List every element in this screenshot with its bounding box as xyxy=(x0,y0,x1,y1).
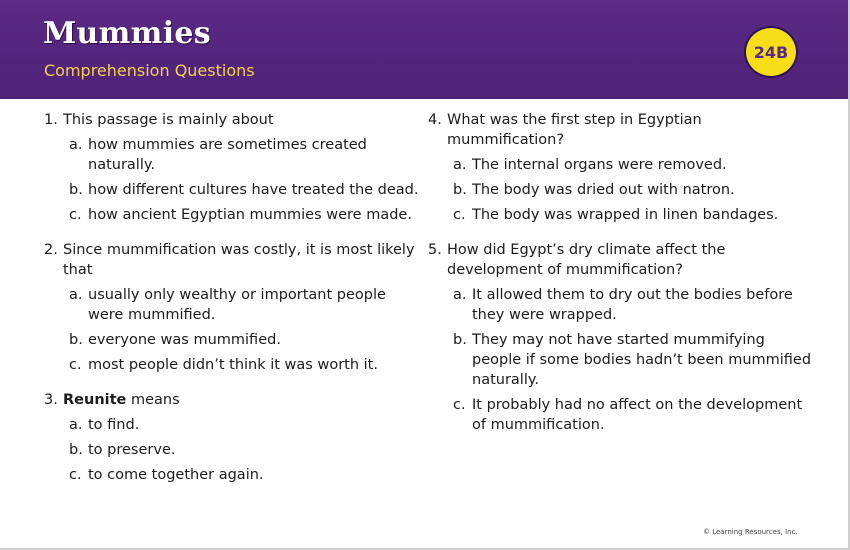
option-label: a. xyxy=(69,417,83,433)
question-text: Since mummification was costly, it is most likely that xyxy=(63,242,415,278)
right-column xyxy=(428,110,813,435)
option-label: b. xyxy=(69,442,83,458)
answer-option xyxy=(69,180,424,200)
option-label: c. xyxy=(453,397,466,413)
copyright-text: © Learning Resources, Inc. xyxy=(703,528,798,536)
question-5 xyxy=(428,240,813,435)
question-number: 2. xyxy=(44,242,58,258)
option-label: b. xyxy=(69,182,83,198)
left-column xyxy=(44,110,424,485)
vocabulary-word: Reunite xyxy=(63,392,127,408)
option-label: b. xyxy=(453,182,467,198)
option-label: c. xyxy=(69,207,82,223)
option-label: c. xyxy=(453,207,466,223)
option-text: The body was dried out with natron. xyxy=(472,182,735,198)
card-number-badge: 24B xyxy=(744,26,798,78)
option-text: how ancient Egyptian mummies were made. xyxy=(88,207,412,223)
answer-option xyxy=(69,440,424,460)
answer-option xyxy=(453,180,813,200)
answer-option xyxy=(453,395,813,435)
option-label: c. xyxy=(69,467,82,483)
question-4 xyxy=(428,110,813,225)
card-subtitle: Comprehension Questions xyxy=(44,61,255,80)
question-number: 4. xyxy=(428,112,442,128)
answer-option xyxy=(69,415,424,435)
option-label: b. xyxy=(69,332,83,348)
question-text: What was the first step in Egyptian mummification? xyxy=(447,112,702,148)
option-text: how mummies are sometimes created naturally. xyxy=(88,137,367,173)
option-text: how different cultures have treated the dead. xyxy=(88,182,419,198)
option-label: a. xyxy=(453,287,467,303)
option-text: to find. xyxy=(88,417,140,433)
option-text: to preserve. xyxy=(88,442,176,458)
answer-option xyxy=(453,155,813,175)
option-label: a. xyxy=(69,137,83,153)
question-number: 1. xyxy=(44,112,58,128)
answer-option xyxy=(453,205,813,225)
question-text-rest: means xyxy=(126,392,180,408)
answer-option xyxy=(453,330,813,390)
option-label: c. xyxy=(69,357,82,373)
option-text: It probably had no affect on the development of mummification. xyxy=(472,397,803,433)
option-label: b. xyxy=(453,332,467,348)
question-text xyxy=(63,390,424,410)
question-2 xyxy=(44,240,424,375)
answer-option xyxy=(453,285,813,325)
option-text: to come together again. xyxy=(88,467,264,483)
option-label: a. xyxy=(453,157,467,173)
option-text: It allowed them to dry out the bodies before they were wrapped. xyxy=(472,287,793,323)
option-text: everyone was mummified. xyxy=(88,332,281,348)
answer-option xyxy=(69,465,424,485)
question-1 xyxy=(44,110,424,225)
question-3 xyxy=(44,390,424,485)
answer-option xyxy=(69,355,424,375)
option-text: most people didn’t think it was worth it. xyxy=(88,357,378,373)
card-title: Mummies xyxy=(43,16,211,51)
option-text: The internal organs were removed. xyxy=(472,157,727,173)
card-header xyxy=(0,0,848,99)
question-number: 3. xyxy=(44,392,58,408)
option-text: They may not have started mummifying people if some bodies hadn’t been mummified naturally. xyxy=(472,332,812,388)
question-text: This passage is mainly about xyxy=(63,112,274,128)
option-text: The body was wrapped in linen bandages. xyxy=(472,207,779,223)
question-number: 5. xyxy=(428,242,442,258)
answer-option xyxy=(69,205,424,225)
question-text: How did Egypt’s dry climate affect the development of mummification? xyxy=(447,242,726,278)
answer-option xyxy=(69,135,424,175)
option-text: usually only wealthy or important people were mummified. xyxy=(88,287,386,323)
answer-option xyxy=(69,330,424,350)
option-label: a. xyxy=(69,287,83,303)
answer-option xyxy=(69,285,424,325)
